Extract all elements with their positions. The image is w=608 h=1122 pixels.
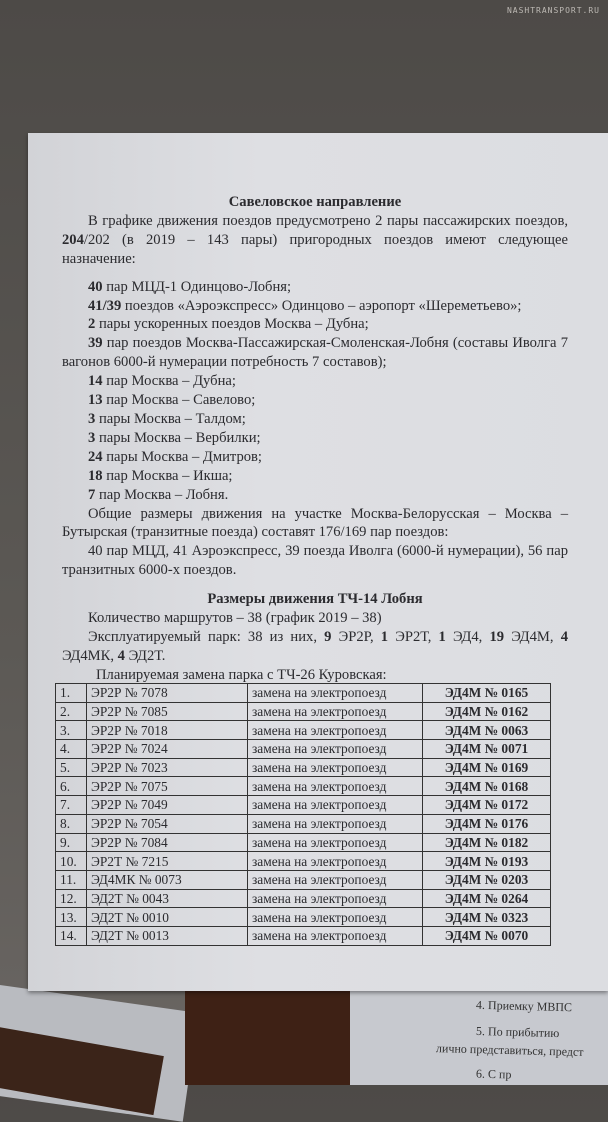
replacement-caption: Планируемая замена парка с ТЧ-26 Куровская: bbox=[96, 666, 387, 683]
background-paper-right bbox=[350, 985, 608, 1085]
routes-count: Количество маршрутов – 38 (график 2019 – 38) bbox=[88, 610, 382, 627]
table-row bbox=[56, 702, 551, 721]
underlying-line: 4. Приемку МВПС bbox=[475, 997, 573, 1015]
table-cell: ЭД2Т № 0010 bbox=[87, 908, 248, 927]
table-cell: ЭР2Р № 7085 bbox=[87, 702, 248, 721]
section-title: Размеры движения ТЧ-14 Лобня bbox=[207, 591, 423, 608]
table-cell: замена на электропоезд bbox=[248, 777, 423, 796]
list-item: 7 пар Москва – Лобня. bbox=[88, 486, 229, 503]
table-cell: 2. bbox=[56, 702, 87, 721]
table-cell: замена на электропоезд bbox=[248, 721, 423, 740]
table-cell: ЭД4М № 0193 bbox=[423, 852, 551, 871]
table-cell: ЭД4М № 0168 bbox=[423, 777, 551, 796]
underlying-line: 5. По прибытию bbox=[475, 1023, 560, 1041]
table-cell: ЭД4М № 0323 bbox=[423, 908, 551, 927]
table-cell: 11. bbox=[56, 870, 87, 889]
table-row bbox=[56, 833, 551, 852]
list-item: 39 пар поездов Москва-Пассажирская-Смоленская-Лобня (составы Иволга 7 вагонов 6000-й нумерации потребность 7 составов); bbox=[62, 335, 568, 371]
list-item: 40 пар МЦД-1 Одинцово-Лобня; bbox=[88, 278, 292, 295]
table-cell: 10. bbox=[56, 852, 87, 871]
list-item: 13 пар Москва – Савелово; bbox=[88, 392, 256, 409]
table-cell: ЭД4М № 0172 bbox=[423, 796, 551, 815]
document-page bbox=[28, 133, 608, 991]
section-title: Савеловское направление bbox=[228, 194, 402, 210]
table-row bbox=[56, 870, 551, 889]
table-cell: ЭД2Т № 0013 bbox=[87, 926, 248, 945]
table-cell: 7. bbox=[56, 796, 87, 815]
table-cell: замена на электропоезд bbox=[248, 758, 423, 777]
replacement-table bbox=[55, 683, 551, 946]
table-cell: ЭР2Р № 7054 bbox=[87, 814, 248, 833]
table-cell: замена на электропоезд bbox=[248, 814, 423, 833]
intro-paragraph: В графике движения поездов предусмотрено 2 пары пассажирских поездов, 204/202 (в 2019 – 143 пары) пригородных поездов имеют следующее назначение: bbox=[62, 212, 568, 267]
table-cell: ЭР2Р № 7049 bbox=[87, 796, 248, 815]
table-row bbox=[56, 758, 551, 777]
destination-list bbox=[62, 278, 568, 505]
table-cell: ЭР2Р № 7018 bbox=[87, 721, 248, 740]
list-item: 24 пары Москва – Дмитров; bbox=[88, 448, 262, 465]
operated-park: Эксплуатируемый парк: 38 из них, 9 ЭР2Р, 1 ЭР2Т, 1 ЭД4, 19 ЭД4М, 4 ЭД4МК, 4 ЭД2Т. bbox=[62, 628, 568, 664]
table-cell: замена на электропоезд bbox=[248, 870, 423, 889]
table-row bbox=[56, 796, 551, 815]
table-cell: ЭД4М № 0165 bbox=[423, 684, 551, 703]
table-row bbox=[56, 740, 551, 759]
table-cell: замена на электропоезд bbox=[248, 702, 423, 721]
list-item: 3 пары Москва – Талдом; bbox=[88, 410, 246, 427]
table-cell: замена на электропоезд bbox=[248, 684, 423, 703]
table-cell: ЭД4М № 0063 bbox=[423, 721, 551, 740]
table-cell: замена на электропоезд bbox=[248, 889, 423, 908]
table-cell: ЭД4М № 0264 bbox=[423, 889, 551, 908]
table-cell: ЭД2Т № 0043 bbox=[87, 889, 248, 908]
table-cell: замена на электропоезд bbox=[248, 852, 423, 871]
table-cell: замена на электропоезд bbox=[248, 908, 423, 927]
table-cell: 8. bbox=[56, 814, 87, 833]
table-cell: ЭД4М № 0070 bbox=[423, 926, 551, 945]
table-cell: 1. bbox=[56, 684, 87, 703]
underlying-line: 6. С пр bbox=[475, 1066, 512, 1082]
table-cell: ЭД4М № 0203 bbox=[423, 870, 551, 889]
table-row bbox=[56, 852, 551, 871]
table-cell: 9. bbox=[56, 833, 87, 852]
table-cell: 4. bbox=[56, 740, 87, 759]
table-row bbox=[56, 721, 551, 740]
table-cell: замена на электропоезд bbox=[248, 833, 423, 852]
table-cell: ЭД4М № 0182 bbox=[423, 833, 551, 852]
total-paragraph: Общие размеры движения на участке Москва-Белорусская – Москва – Бутырская (транзитные поезда) составят 176/169 пар поездов: bbox=[62, 505, 568, 541]
list-item: 2 пары ускоренных поездов Москва – Дубна; bbox=[88, 316, 369, 333]
list-item: 14 пар Москва – Дубна; bbox=[88, 373, 236, 390]
table-row bbox=[56, 908, 551, 927]
list-item: 3 пары Москва – Вербилки; bbox=[88, 429, 261, 446]
list-item: 18 пар Москва – Икша; bbox=[88, 467, 233, 484]
table-cell: ЭД4М № 0169 bbox=[423, 758, 551, 777]
table-row bbox=[56, 684, 551, 703]
table-row bbox=[56, 814, 551, 833]
watermark: NASHTRANSPORT.RU bbox=[506, 6, 600, 15]
table-cell: ЭР2Р № 7023 bbox=[87, 758, 248, 777]
table-row bbox=[56, 889, 551, 908]
table-row bbox=[56, 777, 551, 796]
table-cell: ЭД4М № 0176 bbox=[423, 814, 551, 833]
table-cell: 13. bbox=[56, 908, 87, 927]
wooden-desk bbox=[185, 985, 355, 1085]
table-cell: ЭР2Р № 7078 bbox=[87, 684, 248, 703]
table-cell: замена на электропоезд bbox=[248, 740, 423, 759]
table-cell: замена на электропоезд bbox=[248, 796, 423, 815]
table-row bbox=[56, 926, 551, 945]
table-cell: ЭР2Т № 7215 bbox=[87, 852, 248, 871]
table-cell: замена на электропоезд bbox=[248, 926, 423, 945]
table-cell: ЭД4М № 0071 bbox=[423, 740, 551, 759]
underlying-line: лично представиться, предст bbox=[435, 1041, 584, 1059]
total-detail: 40 пар МЦД, 41 Аэроэкспресс, 39 поезда Иволга (6000-й нумерации), 56 пар транзитных 6000-х поездов. bbox=[62, 543, 568, 579]
table-cell: 6. bbox=[56, 777, 87, 796]
table-cell: 3. bbox=[56, 721, 87, 740]
table-cell: ЭД4МК № 0073 bbox=[87, 870, 248, 889]
table-cell: 5. bbox=[56, 758, 87, 777]
list-item: 41/39 поездов «Аэроэкспресс» Одинцово – аэропорт «Шереметьево»; bbox=[88, 297, 522, 314]
table-cell: ЭР2Р № 7075 bbox=[87, 777, 248, 796]
table-cell: ЭД4М № 0162 bbox=[423, 702, 551, 721]
table-cell: 12. bbox=[56, 889, 87, 908]
table-cell: ЭР2Р № 7024 bbox=[87, 740, 248, 759]
table-cell: ЭР2Р № 7084 bbox=[87, 833, 248, 852]
table-cell: 14. bbox=[56, 926, 87, 945]
